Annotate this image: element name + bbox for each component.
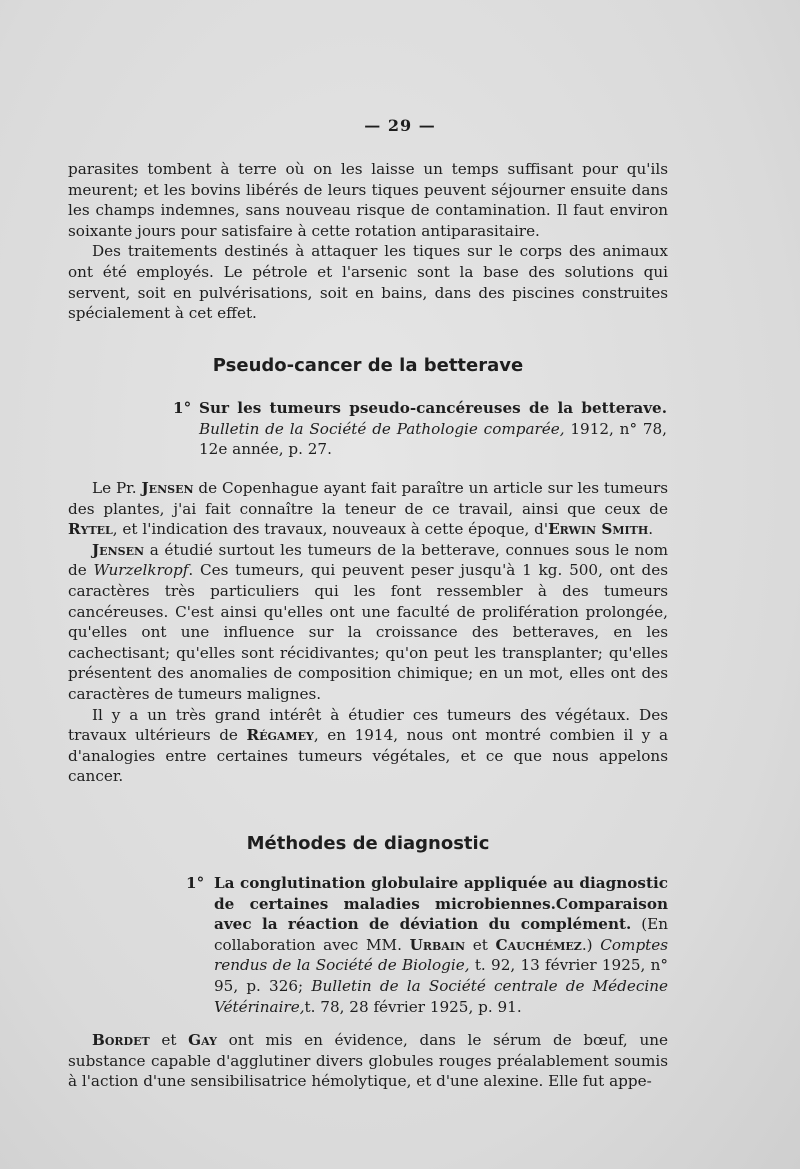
text-run: .) [581,935,593,954]
text-run: , en 1914, nous ont montré combien il y a d'analogies entre certaines tumeurs végétales, et ce que nous appelons cancer. [68,726,669,786]
author-name-jensen: Jensen [92,540,145,559]
text-run: et [472,935,488,954]
text-block-parasites [68,159,668,324]
author-name-cauchemez: Cauchémez [495,935,582,954]
reference-number: 1° [186,874,205,892]
reference-number: 1° [173,399,192,417]
text-run: . [648,520,654,539]
reference-journal: Comptes rendus de la Société de Biologie, [214,935,669,975]
reference-title: La conglutination globulaire appliquée au diagnostic de certaines maladies microbiennes.Comparaison avec la réaction de déviation du complément. [214,874,668,934]
section-heading-pseudo-cancer: Pseudo-cancer de la betterave [212,355,524,376]
paragraph-treatments: Des traitements destinés à attaquer les tiques sur le corps des animaux ont été employés. Le pétrole et l'arsenic sont la base des solutions qui servent, soit en pulvérisations, soit en bains, dans des piscines construites spécialement à cet effet. [68,242,668,323]
author-name-rytel: Rytel [68,520,113,539]
text-run: Le Pr. [92,479,137,497]
author-name-gay: Gay [188,1031,217,1049]
reference-journal: Bulletin de la Société de Pathologie comparée, [199,419,565,438]
paragraph-parasites: parasites tombent à terre où on les laisse un temps suffisant pour qu'ils meurent; et les bovins libérés de leurs tiques peuvent séjourner ensuite dans les champs indemnes, sans nouveau risque de contamination. Il faut environ soixante jours pour satisfaire à cette rotation antiparasitaire. [68,160,668,240]
reference-details: t. 78, 28 février 1925, p. 91. [304,997,522,1016]
paragraph-interet [68,705,668,787]
reference-details: 1912, n° 78, 12e année, p. 27. [199,419,667,459]
text-run: a étudié surtout les tumeurs de la betterave, connues sous le nom de [68,540,669,580]
author-name-erwin-smith: Erwin Smith [548,520,649,539]
author-name-jensen: Jensen [141,479,194,497]
text-run: , et l'indication des travaux, nouveaux à cette époque, d' [112,520,549,539]
reference-body [199,398,667,460]
text-run: . Ces tumeurs, qui peuvent peser jusqu'à 1 kg. 500, ont des caractères très particuliers qui les font ressembler à des tumeurs cancéreuses. C'est ainsi qu'elles ont une faculté de prolifération prolongée, qu'elles ont une influence sur la croissance des betteraves, en les cachectisant; qu'elles sont récidivantes; qu'on peut les transplanter; qu'elles présentent des anomalies de composition chimique; en un mot, elles ont des caractères de tumeurs malignes. [68,561,669,703]
author-name-urbain: Urbain [409,935,466,954]
term-wurzelkropf: Wurzelkropf [93,561,189,580]
text-block-jensen [68,478,668,787]
text-run: et [161,1031,177,1049]
reference-title: Sur les tumeurs pseudo-cancéreuses de la betterave. [199,399,667,417]
reference-item-betterave [175,398,667,460]
author-name-regamey: Régamey [246,726,314,745]
page-number: — 29 — [364,116,436,135]
text-run: de Copenhague ayant fait paraître un article sur les tumeurs des plantes, j'ai fait connaître la teneur de ce travail, ainsi que ceux de [68,479,668,518]
text-run: Il y a un très grand intérêt à étudier ces tumeurs des végétaux. Des travaux ultérieurs de [68,705,668,745]
reference-item-conglutination [188,873,668,1017]
text-run: ont mis en évidence, dans le sérum de bœuf, une substance capable d'agglutiner divers globules rouges préalablement soumis à l'action d'une sensibilisatrice hémolytique, et d'une alexine. Elle fut appe- [68,1031,668,1091]
paragraph-bordet [68,1030,668,1092]
reference-body [214,873,668,1017]
text-block-bordet [68,1030,668,1092]
author-name-bordet: Bordet [92,1031,150,1049]
paragraph-jensen-intro [68,478,668,540]
reference-journal: Bulletin de la Société centrale de Médecine Vétérinaire, [214,976,668,1016]
text-run: (En collaboration avec MM. [214,915,668,954]
section-heading-diagnostic: Méthodes de diagnostic [246,833,490,854]
paragraph-jensen-tumeurs [68,540,668,705]
reference-details: t. 92, 13 février 1925, n° 95, p. 326; [214,956,668,995]
